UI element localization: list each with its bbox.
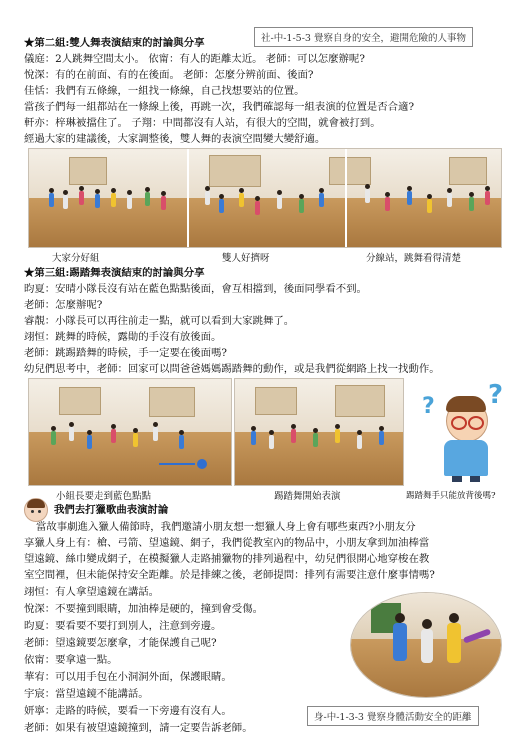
- section2-caption-3: 分線站，跳舞看得清楚: [366, 253, 462, 264]
- question-mark-icon: ?: [422, 394, 435, 419]
- section3-line-3: 睿靚：小隊長可以再往前走一點，就可以看到大家跳舞了。: [24, 315, 295, 327]
- section4-line-2: 悅深：不要撞到眼睛，加油棒是硬的，撞到會受傷。: [24, 603, 263, 615]
- section3-caption-2: 踢踏舞開始表演: [274, 491, 341, 502]
- section3-line-4: 翊恒：跳舞的時候，露勛的手沒有放後面。: [24, 331, 222, 343]
- section2-line-5: 軒亦：梓琳被擋住了。 子翔：中間都沒有人站，有很大的空間，就會被打到。: [24, 117, 381, 129]
- section4-paragraph-3: 望遠鏡、絲巾變成網子，在模擬獵人走路捕獵物的排列過程中，幼兒們很開心地穿梭在教: [24, 553, 430, 565]
- learning-indicator-tag-bottom: 身-中-1-3-3 覺察身體活動安全的距離: [307, 706, 479, 726]
- section4-paragraph-2: 享獵人身上有：槍、弓箭、望遠鏡、網子，我們從教室內的物品中，小朋友拿到加油棒當: [24, 537, 430, 549]
- section4-line-1: 翊恒：有人拿望遠鏡在講話。: [24, 586, 160, 598]
- section3-heading: ★第三組:踢踏舞表演結束的討論與分享: [24, 267, 205, 279]
- section2-line-2: 悅深：有的在前面、有的在後面。 老師：怎麼分辨前面、後面?: [24, 69, 314, 81]
- section2-heading: ★第二組:雙人舞表演結束的討論與分享: [24, 37, 205, 49]
- section3-line-6: 幼兒們思考中，老師：回家可以問爸爸媽媽踢踏舞的動作，或是我們從網路上找一找動作。: [24, 363, 440, 375]
- section4-line-9: 老師：如果有被望遠鏡撞到，請一定要告訴老師。: [24, 722, 253, 734]
- section4-paragraph-1: 當故事劇進入獵人備節時，我們邀請小朋友想一想獵人身上會有哪些東西?小朋友分: [36, 521, 416, 533]
- section4-line-7: 宇宸：當望遠鏡不能講話。: [24, 688, 149, 700]
- section3-caption-3: 踢踏舞手只能放背後嗎?: [406, 491, 496, 501]
- section4-heading: 我們去打獵歌曲表演討論: [54, 504, 169, 516]
- section3-photo-2: [234, 378, 404, 486]
- section4-line-4: 老師：望遠鏡要怎麼拿，才能保護自己呢?: [24, 637, 217, 649]
- teacher-avatar-icon: [24, 498, 48, 522]
- section2-caption-1: 大家分好組: [52, 253, 100, 264]
- section4-line-5: 依甯：要拿遠一點。: [24, 654, 118, 666]
- section2-line-3: 佳恬：我們有五條線，一組找一條線，自己找想要站的位置。: [24, 85, 305, 97]
- section4-line-3: 昀夏：要看要不要打到別人，注意到旁邊。: [24, 620, 222, 632]
- section4-line-8: 妍寧：走路的時候，要看一下旁邊有沒有人。: [24, 705, 232, 717]
- section2-caption-2: 雙人好擠呀: [222, 253, 270, 264]
- section3-caption-1: 小組長要走到藍色點點: [56, 491, 152, 502]
- section3-photo-1: [28, 378, 232, 486]
- section4-paragraph-4: 室空間裡，但未能保持安全距離。於是排練之後，老師提問：排列有需要注意什麼事情嗎?: [24, 569, 435, 581]
- section3-line-2: 老師：怎麼辦呢?: [24, 299, 103, 311]
- blue-dot-marker: [197, 459, 207, 469]
- section2-line-4: 當孩子們每一組都站在一條線上後，再跳一次，我們確認每一組表演的位置是否合適?: [24, 101, 415, 113]
- section3-line-5: 老師：跳踢踏舞的時候，手一定要在後面嗎?: [24, 347, 227, 359]
- question-mark-icon: ?: [488, 380, 504, 410]
- section4-line-6: 華宥：可以用手包在小洞洞外面，保護眼睛。: [24, 671, 232, 683]
- section4-oval-photo: [350, 592, 502, 698]
- section3-line-1: 昀夏：安晴小隊長沒有站在藍色點點後面，會互相擋到，後面同學看不到。: [24, 283, 367, 295]
- thinking-boy-illustration: [418, 378, 514, 484]
- learning-indicator-tag-top: 社-中-1-5-3 覺察自身的安全，避開危險的人事物: [254, 27, 473, 47]
- section2-photo-strip: [28, 148, 502, 248]
- section2-line-1: 儀庭：2人跳舞空間太小。 依甯：有人的距離太近。 老師：可以怎麼辦呢?: [24, 53, 365, 65]
- section2-line-6: 經過大家的建議後，大家調整後，雙人舞的表演空間變大變舒適。: [24, 133, 326, 145]
